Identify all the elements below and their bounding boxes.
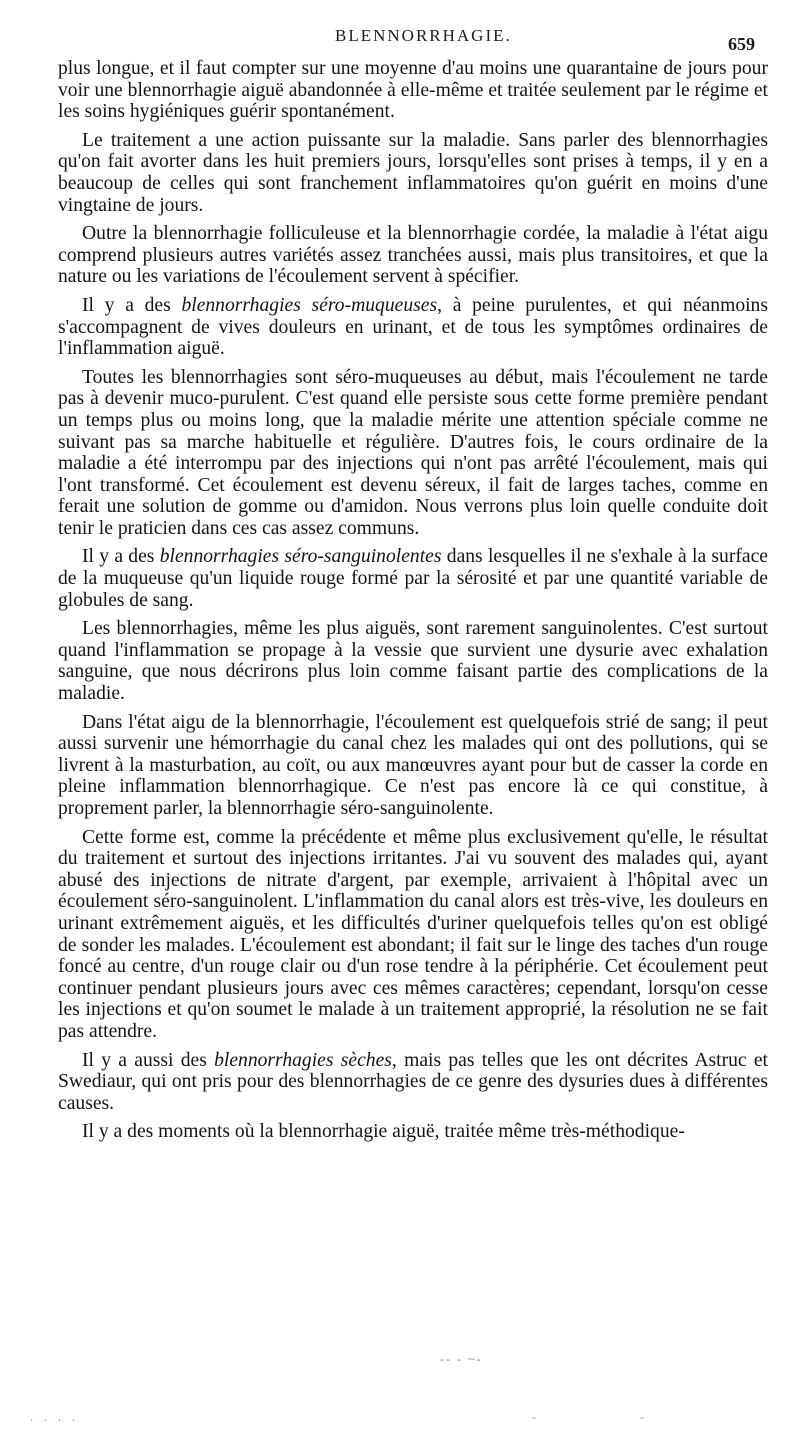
paragraph-4-rest: , à peine purulentes, et qui néanmoins s'accompagnent de vives douleurs en urinant, et de tous les symptômes ordinaires de l'inflammation aiguë. [58,294,768,360]
page-number: 659 [728,34,755,54]
paragraph-5: Toutes les blennorrhagies sont séro-muqueuses au début, mais l'écoulement ne tarde pas à devenir muco-purulent. C'est quand elle persiste sous cette forme première pendant un temps plus ou moins long, que la maladie mérite une attention spéciale comme ne suivant pas sa marche habituelle et régulière. D'autres fois, le cours ordinaire de la maladie a été interrompu par des injections qui n'ont pas arrêté l'écoulement, mais qui l'ont transformé. Cet écoulement est devenu séreux, il fait de larges taches, comme en ferait une solution de gomme ou d'amidon. Nous verrons plus loin quelle conduite doit tenir le praticien dans ces cas assez communs. [58,366,768,539]
paragraph-6-lead: Il y a des [82,546,160,568]
paragraph-6-rest: dans lesquelles il ne s'exhale à la surface de la muqueuse qu'un liquide rouge formé par la sérosité et par une quantité variable de globules de sang. [58,546,768,611]
paragraph-8: Dans l'état aigu de la blennorrhagie, l'écoulement est quelquefois strié de sang; il peut aussi survenir une hémorrhagie du canal chez les malades qui ont des pollutions, qui se livrent à la masturbation, au coït, ou aux manœuvres ayant pour but de casser la corde en pleine inflammation blennorrhagique. Ce n'est pas encore là ce qui constitue, à proprement parler, la blennorrhagie séro-sanguinolente. [58,711,768,819]
scan-mark-mid: - [532,1410,536,1424]
paragraph-3: Outre la blennorrhagie folliculeuse et la blennorrhagie cordée, la maladie à l'état aigu comprend plusieurs autres variétés assez tranchées aussi, mais plus transitoires, et que la nature ou les variations de l'écoulement servent à spécifier. [58,223,768,288]
term-sero-muqueuses: blennorrhagies séro-muqueuses [181,294,438,316]
paragraph-10-rest: , mais pas telles que les ont décrites Astruc et Swediaur, qui ont pris pour des blennorrhagies de ce genre des dysuries dues à différentes causes. [58,1049,768,1114]
running-title: BLENNORRHAGIE. [335,26,512,45]
paragraph-10 [58,1050,768,1115]
footer-marks [0,1352,800,1432]
paragraph-9: Cette forme est, comme la précédente et même plus exclusivement qu'elle, le résultat du traitement et surtout des injections irritantes. J'ai vu souvent des malades qui, ayant abusé des injections de nitrate d'argent, par exemple, arrivaient à l'hôpital avec un écoulement séro-sanguinolent. L'inflammation du canal alors est très-vive, les douleurs en urinant extrêmement aiguës, et les difficultés d'uriner quelquefois telles qu'on est obligé de sonder les malades. L'écoulement est abondant; il fait sur le linge des taches d'un rouge foncé au centre, d'un rouge clair ou d'un rose tendre à la périphérie. Cet écoulement peut continuer pendant plusieurs jours avec ces mêmes caractères; cependant, lorsqu'on cesse les injections et qu'on soumet le malade à un traitement approprié, la résolution ne se fait pas attendre. [58,826,768,1042]
paragraph-4 [58,295,768,360]
paragraph-4-lead: Il y a des [82,294,182,316]
paragraph-2: Le traitement a une action puissante sur la maladie. Sans parler des blennorrhagies qu'on fait avorter dans les huit premiers jours, lorsqu'elles sont prises à temps, il y en a beaucoup de celles qui sont franchement inflammatoires qu'on guérit en moins d'une vingtaine de jours. [58,129,768,216]
scan-mark-left: . . . . [30,1410,79,1424]
running-head [0,26,800,54]
scan-mark-right: - [640,1410,644,1424]
paragraph-7: Les blennorrhagies, même les plus aiguës, sont rarement sanguinolentes. C'est surtout quand l'inflammation se propage à la vessie que survient une dysurie avec exhalation sanguine, que nous décrirons plus loin comme faisant partie des complications de la maladie. [58,618,768,705]
body-text [58,58,768,1150]
scan-mark-center: -- - ~- [440,1352,483,1366]
paragraph-11: Il y a des moments où la blennorrhagie aiguë, traitée même très-méthodique- [82,1121,685,1143]
term-seches: blennorrhagies sèches [214,1049,392,1071]
paragraph-10-lead: Il y a aussi des [82,1049,215,1071]
paragraph-6 [58,546,768,611]
term-sero-sanguinolentes: blennorrhagies séro-sanguinolentes [159,546,442,568]
paragraph-1: plus longue, et il faut compter sur une moyenne d'au moins une quarantaine de jours pour voir une blennorrhagie aiguë abandonnée à elle-même et traitée seulement par le régime et les soins hygiéniques guérir spontanément. [58,58,768,123]
